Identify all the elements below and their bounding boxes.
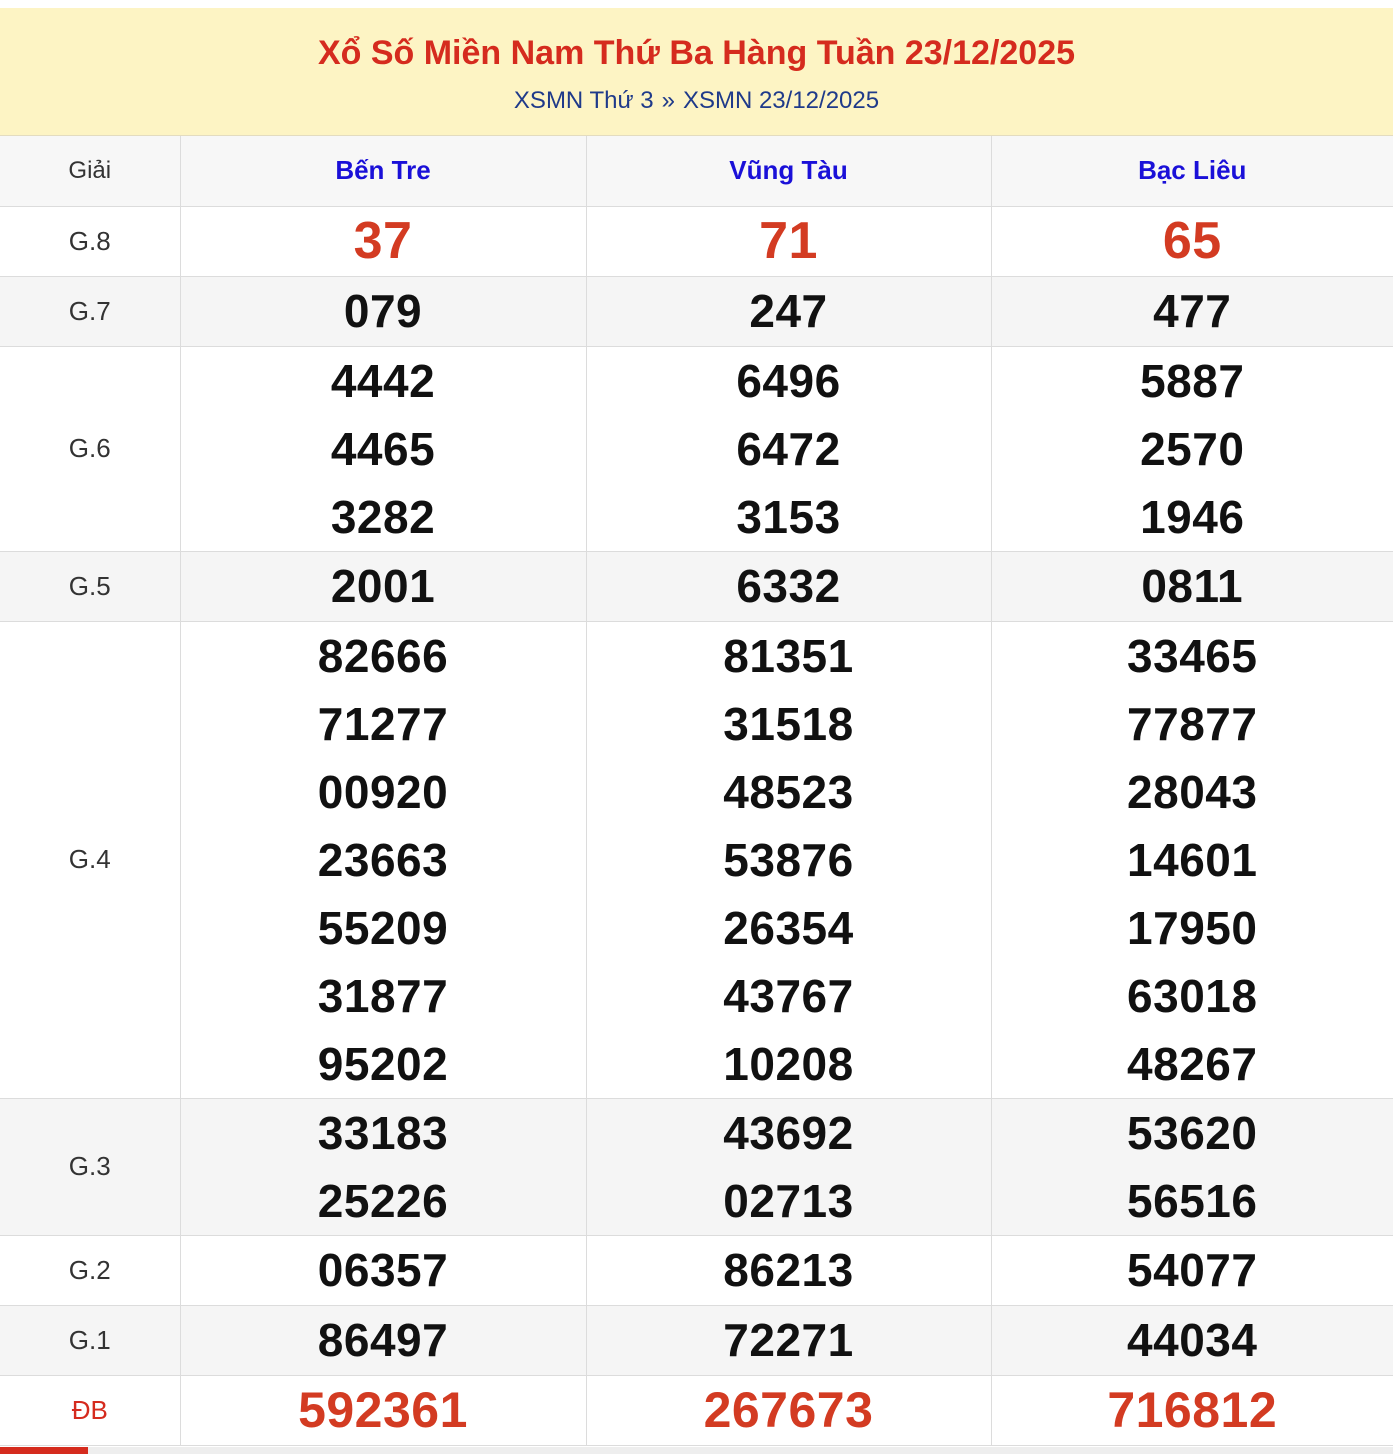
result-cell <box>586 551 991 621</box>
breadcrumb-link-date[interactable]: XSMN 23/12/2025 <box>682 87 880 114</box>
result-number: 44034 <box>1127 1314 1258 1366</box>
tab-strip <box>88 1447 1393 1454</box>
result-cell <box>180 276 586 346</box>
result-cell <box>586 1305 991 1375</box>
result-number: 3282 <box>330 490 436 543</box>
result-number: 4465 <box>330 422 436 475</box>
result-number: 54077 <box>1127 1244 1258 1296</box>
result-cell <box>180 1305 586 1375</box>
result-cell <box>991 346 1393 551</box>
result-number: 71 <box>759 212 818 270</box>
prize-row-g6 <box>0 346 1393 551</box>
result-number: 2001 <box>330 560 436 612</box>
result-cell <box>586 1235 991 1305</box>
result-cell <box>180 206 586 276</box>
result-number: 81351 <box>723 629 854 682</box>
result-number: 56516 <box>1127 1174 1258 1227</box>
prize-name-g3: G.3 <box>0 1098 180 1235</box>
result-number: 82666 <box>317 629 449 682</box>
result-number: 079 <box>343 285 423 337</box>
result-cell <box>991 276 1393 346</box>
prize-row-special <box>0 1375 1393 1445</box>
result-cell <box>180 1375 586 1445</box>
result-cell <box>586 206 991 276</box>
province-header-vung-tau[interactable]: Vũng Tàu <box>586 136 991 206</box>
result-number: 3153 <box>736 490 841 543</box>
result-cell <box>991 551 1393 621</box>
prize-name-g8: G.8 <box>0 206 180 276</box>
result-number: 4442 <box>330 354 436 407</box>
table-header-row <box>0 136 1393 206</box>
prize-row-g4 <box>0 621 1393 1098</box>
result-cell <box>180 621 586 1098</box>
result-number: 72271 <box>723 1314 854 1366</box>
result-number: 71277 <box>317 697 449 750</box>
result-number: 33465 <box>1127 629 1258 682</box>
prize-column-header: Giải <box>0 136 180 206</box>
result-number: 14601 <box>1127 833 1258 886</box>
result-number: 23663 <box>317 833 449 886</box>
result-cell <box>180 346 586 551</box>
result-number: 43767 <box>723 969 854 1022</box>
breadcrumb-link-weekday[interactable]: XSMN Thứ 3 <box>513 87 654 114</box>
result-cell <box>586 621 991 1098</box>
province-header-ben-tre[interactable]: Bến Tre <box>180 136 586 206</box>
results-table <box>0 136 1393 1446</box>
result-number: 477 <box>1153 285 1232 337</box>
province-header-bac-lieu[interactable]: Bạc Liêu <box>991 136 1393 206</box>
result-number: 25226 <box>317 1174 449 1227</box>
result-number: 26354 <box>723 901 854 954</box>
page-title: Xổ Số Miền Nam Thứ Ba Hàng Tuần 23/12/2025 <box>317 34 1076 72</box>
result-number: 77877 <box>1127 697 1258 750</box>
result-cell <box>586 276 991 346</box>
result-cell <box>180 1098 586 1235</box>
prize-row-g3 <box>0 1098 1393 1235</box>
result-number: 53876 <box>723 833 854 886</box>
result-number: 48267 <box>1127 1037 1258 1090</box>
result-number: 63018 <box>1127 969 1258 1022</box>
result-cell <box>180 551 586 621</box>
jackpot-number: 592361 <box>298 1382 468 1438</box>
result-number: 06357 <box>317 1244 449 1296</box>
result-cell <box>991 1235 1393 1305</box>
prize-name-g1: G.1 <box>0 1305 180 1375</box>
result-number: 95202 <box>317 1037 449 1090</box>
prize-name-g4: G.4 <box>0 621 180 1098</box>
result-number: 31877 <box>317 969 449 1022</box>
result-cell <box>991 1098 1393 1235</box>
result-number: 2570 <box>1140 422 1245 475</box>
result-number: 6496 <box>736 354 841 407</box>
result-number: 86213 <box>723 1244 854 1296</box>
prize-name-g5: G.5 <box>0 551 180 621</box>
result-number: 10208 <box>723 1037 854 1090</box>
result-number: 6332 <box>736 560 841 612</box>
prize-name-special: ĐB <box>0 1375 180 1445</box>
breadcrumb <box>0 87 1393 115</box>
result-number: 00920 <box>317 765 449 818</box>
result-number: 48523 <box>723 765 854 818</box>
result-number: 247 <box>749 285 828 337</box>
result-number: 5887 <box>1140 354 1245 407</box>
prize-name-g6: G.6 <box>0 346 180 551</box>
result-cell <box>586 1098 991 1235</box>
result-cell <box>991 1375 1393 1445</box>
prize-name-g7: G.7 <box>0 276 180 346</box>
breadcrumb-separator: » <box>661 87 675 114</box>
result-number: 55209 <box>317 901 449 954</box>
result-number: 28043 <box>1127 765 1258 818</box>
result-number: 33183 <box>317 1106 449 1159</box>
result-number: 17950 <box>1127 901 1258 954</box>
results-header <box>0 8 1393 136</box>
prize-row-g2 <box>0 1235 1393 1305</box>
result-number: 65 <box>1162 212 1222 270</box>
result-cell <box>991 1305 1393 1375</box>
result-cell <box>586 346 991 551</box>
result-number: 0811 <box>1141 560 1244 612</box>
result-cell <box>991 621 1393 1098</box>
result-number: 6472 <box>736 422 841 475</box>
jackpot-number: 267673 <box>703 1382 874 1438</box>
result-number: 37 <box>353 212 413 270</box>
prize-row-g8 <box>0 206 1393 276</box>
result-number: 02713 <box>723 1174 854 1227</box>
prize-name-g2: G.2 <box>0 1235 180 1305</box>
result-number: 86497 <box>317 1314 449 1366</box>
result-number: 53620 <box>1127 1106 1258 1159</box>
result-cell <box>991 206 1393 276</box>
jackpot-number: 716812 <box>1107 1382 1278 1438</box>
prize-row-g1 <box>0 1305 1393 1375</box>
result-number: 1946 <box>1140 490 1245 543</box>
prize-row-g5 <box>0 551 1393 621</box>
result-cell <box>180 1235 586 1305</box>
active-tab-indicator <box>0 1447 88 1454</box>
prize-row-g7 <box>0 276 1393 346</box>
result-number: 31518 <box>723 697 854 750</box>
result-cell <box>586 1375 991 1445</box>
result-number: 43692 <box>723 1106 854 1159</box>
